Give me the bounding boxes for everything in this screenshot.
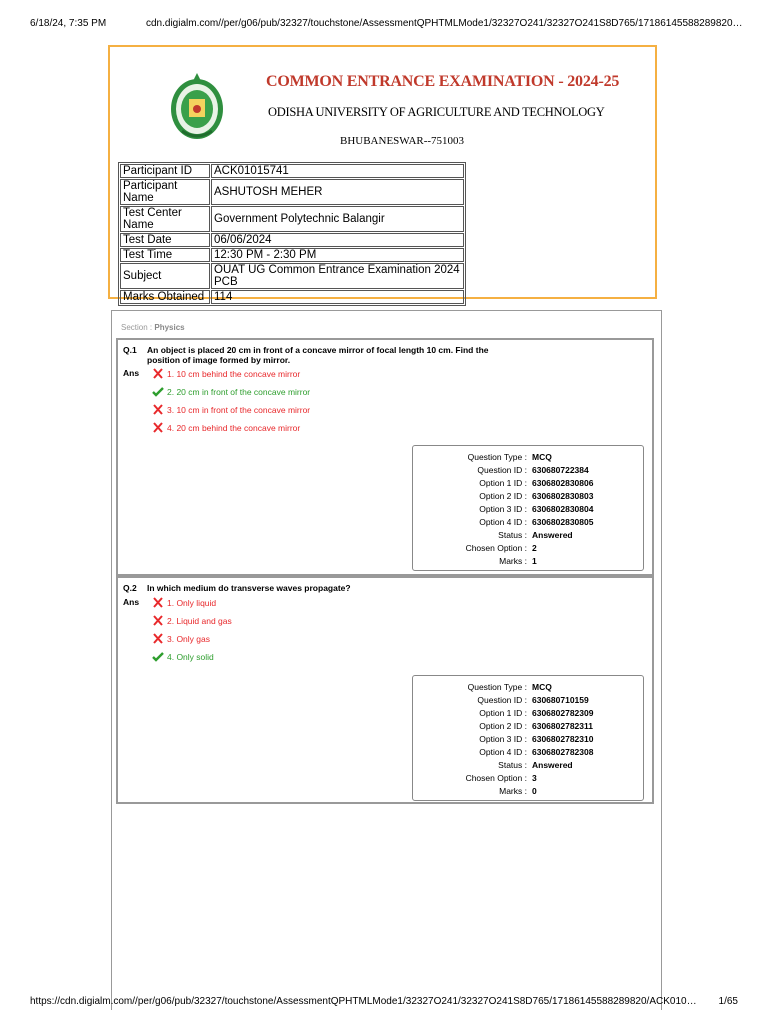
option-3 [152,633,210,644]
row-key: Test Center Name [120,206,210,232]
question-block-1 [116,338,654,576]
row-value: ASHUTOSH MEHER [211,179,464,205]
meta-value: Answered [532,530,573,540]
option-text: 2. 20 cm in front of the concave mirror [167,386,311,397]
meta-value: 6306802782308 [532,747,594,757]
meta-row [413,682,643,694]
meta-key: Option 3 ID : [479,504,527,514]
row-key: Test Date [120,233,210,247]
meta-value: 6306802830805 [532,517,594,527]
meta-row [413,543,643,555]
meta-row [413,530,643,542]
meta-row [413,504,643,516]
meta-key: Question Type : [467,682,527,692]
meta-key: Option 4 ID : [479,747,527,757]
meta-value: 3 [532,773,537,783]
participant-table [118,162,466,306]
table-row [120,164,464,178]
meta-row [413,773,643,785]
option-1 [152,597,216,608]
cross-icon [152,368,164,379]
meta-key: Option 4 ID : [479,517,527,527]
meta-row [413,452,643,464]
meta-value: 6306802830803 [532,491,594,501]
option-text: 3. 10 cm in front of the concave mirror [167,404,311,415]
question-meta-box [412,675,644,801]
row-key: Participant ID [120,164,210,178]
table-row [120,248,464,262]
meta-value: 0 [532,786,537,796]
meta-row [413,747,643,759]
meta-key: Chosen Option : [465,773,527,783]
meta-value: 6306802830806 [532,478,594,488]
meta-key: Marks : [499,556,527,566]
meta-key: Option 3 ID : [479,734,527,744]
meta-key: Chosen Option : [465,543,527,553]
meta-row [413,695,643,707]
meta-row [413,517,643,529]
row-value: 06/06/2024 [211,233,464,247]
meta-key: Option 2 ID : [479,721,527,731]
print-header [30,18,743,32]
meta-value: 6306802782311 [532,721,593,731]
ans-label: Ans [123,597,140,607]
meta-row [413,556,643,568]
meta-value: 630680710159 [532,695,589,705]
meta-value: 2 [532,543,537,553]
row-value: 12:30 PM - 2:30 PM [211,248,464,262]
meta-key: Status : [498,530,527,540]
meta-value: 630680722384 [532,465,589,475]
meta-key: Question Type : [467,452,527,462]
candidate-info-box [108,45,657,303]
print-url: cdn.digialm.com//per/g06/pub/32327/touchstone/AssessmentQPHTMLMode1/32327O241/32327O241S8D765/17186145588289820… [146,18,743,29]
question-number: Q.2 [123,583,137,593]
meta-value: 6306802782310 [532,734,594,744]
meta-key: Status : [498,760,527,770]
university-city: BHUBANESWAR--751003 [340,135,465,147]
cross-icon [152,597,164,608]
meta-row [413,721,643,733]
print-date: 6/18/24, 7:35 PM [30,18,107,29]
row-key: Subject [120,263,210,289]
option-4 [152,422,300,433]
meta-value: MCQ [532,682,552,692]
section-prefix: Section : [121,323,153,332]
question-number: Q.1 [123,345,137,355]
exam-title: COMMON ENTRANCE EXAMINATION - 2024-25 [266,73,620,90]
question-block-2 [116,576,654,804]
row-value: ACK01015741 [211,164,464,178]
option-3 [152,404,310,415]
section-label [121,323,185,332]
question-text: An object is placed 20 cm in front of a concave mirror of focal length 10 cm. Find the position of image formed by mirror. [147,345,489,365]
cross-icon [152,404,164,415]
row-value: OUAT UG Common Entrance Examination 2024 PCB [211,263,464,289]
meta-key: Question ID : [477,695,527,705]
university-seal-icon [168,69,226,143]
option-text: 3. Only gas [167,633,210,644]
meta-row [413,491,643,503]
meta-key: Option 2 ID : [479,491,527,501]
meta-value: 6306802782309 [532,708,594,718]
row-key: Test Time [120,248,210,262]
table-row [120,290,464,304]
row-value: 114 [211,290,464,304]
question-text: In which medium do transverse waves propagate? [147,583,351,593]
meta-key: Question ID : [477,465,527,475]
meta-value: 6306802830804 [532,504,594,514]
table-row [120,263,464,289]
ans-label: Ans [123,368,140,378]
meta-key: Option 1 ID : [479,708,527,718]
meta-row [413,786,643,798]
check-icon [152,386,164,397]
print-footer [30,996,738,1010]
footer-url: https://cdn.digialm.com//per/g06/pub/32327/touchstone/AssessmentQPHTMLMode1/32327O241/32327O241S8D765/17186145588289820/ACK010… [30,996,697,1007]
meta-value: Answered [532,760,573,770]
meta-key: Option 1 ID : [479,478,527,488]
option-1 [152,368,300,379]
page-number: 1/65 [718,996,738,1007]
option-4 [152,651,214,662]
meta-row [413,478,643,490]
option-text: 1. 10 cm behind the concave mirror [167,368,301,379]
check-icon [152,651,164,662]
option-text: 1. Only liquid [167,597,217,608]
university-name: ODISHA UNIVERSITY OF AGRICULTURE AND TECHNOLOGY [268,105,605,119]
question-panel [111,310,662,1010]
row-key: Participant Name [120,179,210,205]
row-value: Government Polytechnic Balangir [211,206,464,232]
meta-key: Marks : [499,786,527,796]
cross-icon [152,615,164,626]
meta-row [413,734,643,746]
option-2 [152,386,310,397]
option-text: 4. Only solid [167,651,214,662]
table-row [120,179,464,205]
table-row [120,233,464,247]
question-meta-box [412,445,644,571]
meta-row [413,760,643,772]
meta-row [413,465,643,477]
section-name: Physics [154,323,185,332]
option-text: 4. 20 cm behind the concave mirror [167,422,301,433]
cross-icon [152,633,164,644]
cross-icon [152,422,164,433]
meta-value: 1 [532,556,537,566]
meta-value: MCQ [532,452,552,462]
option-text: 2. Liquid and gas [167,615,232,626]
meta-row [413,708,643,720]
option-2 [152,615,232,626]
table-row [120,206,464,232]
row-key: Marks Obtained [120,290,210,304]
